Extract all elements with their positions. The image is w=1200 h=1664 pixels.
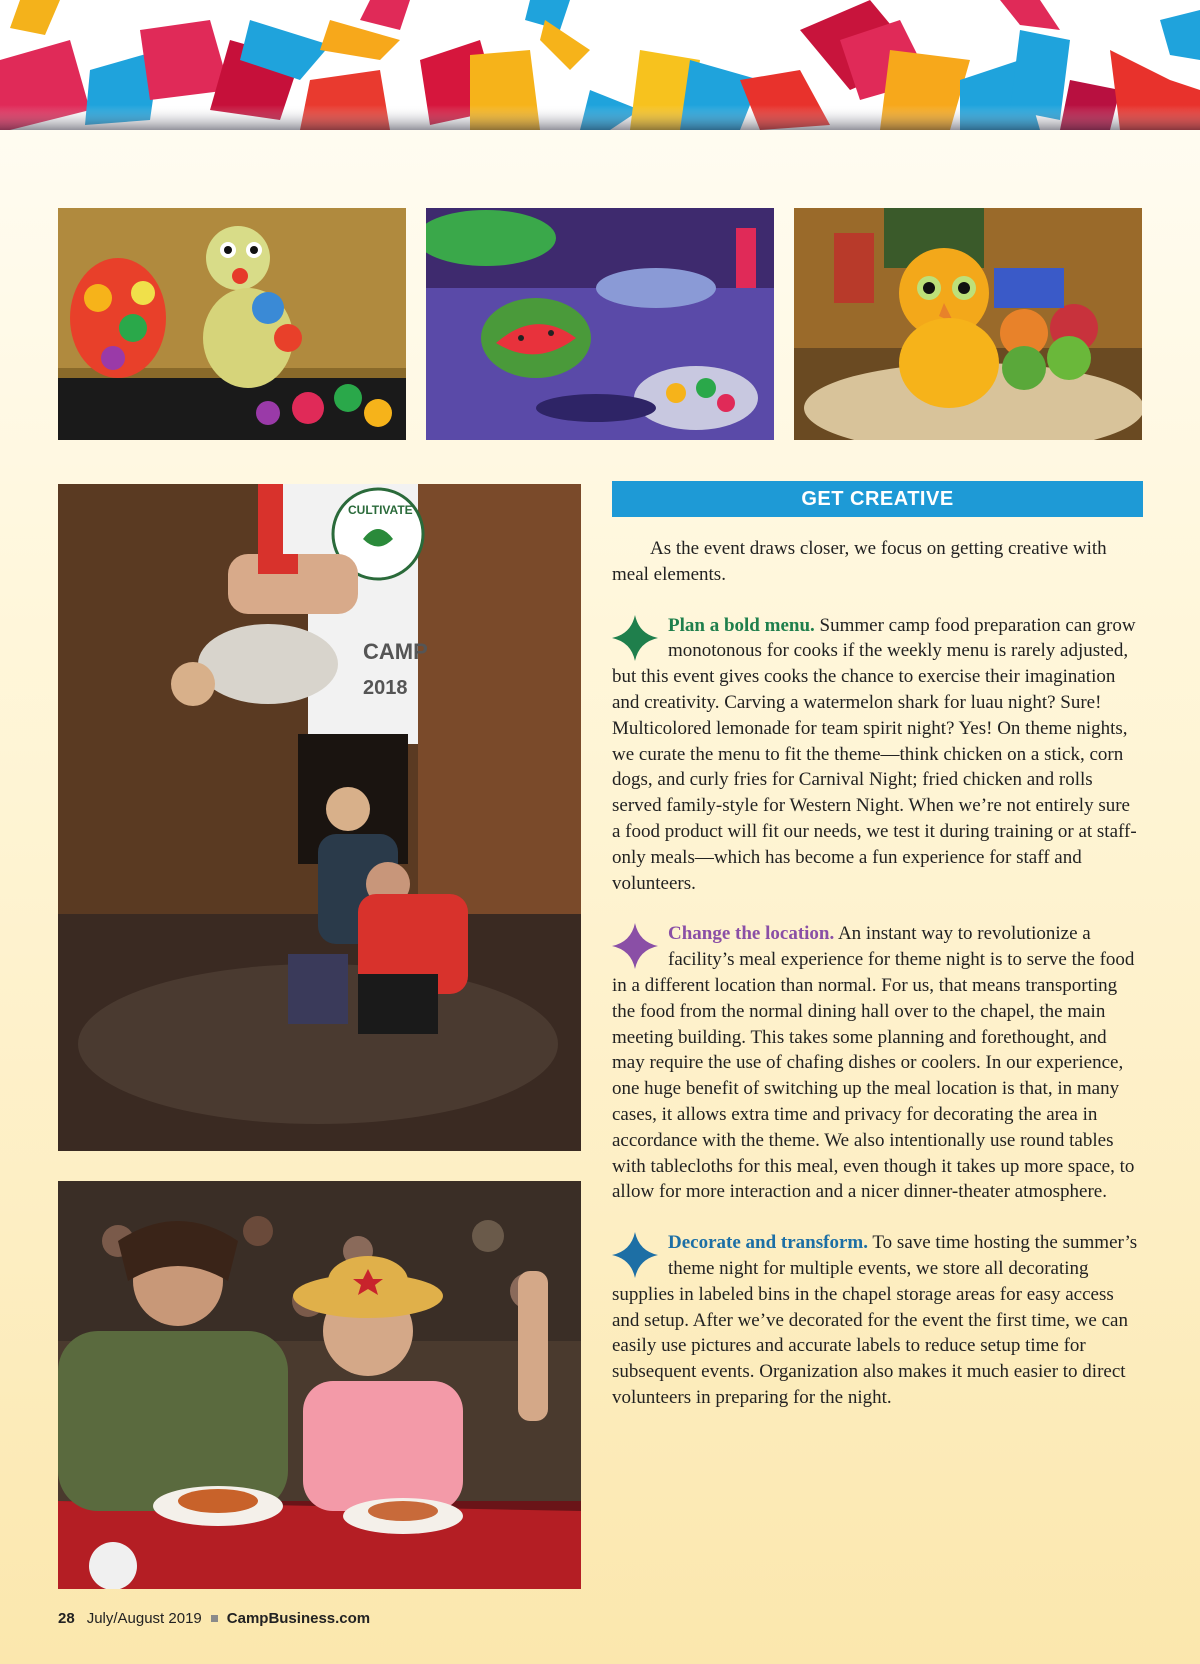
tip-paragraph — [612, 921, 1143, 1205]
photo-fruit-sculptures — [58, 208, 406, 440]
article-body — [612, 536, 1143, 1436]
tip-text: To save time hosting the summer’s theme night for multiple events, we store all decorating supplies in labeled bins in the chapel storage areas for easy access and setup. After we’ve decorated for the event the first time, we can easily use pictures and accurate labels to reduce setup time for subsequent events. Organization also makes it much easier to direct volunteers in preparing for the night. — [612, 1232, 1138, 1408]
tip-text: Summer camp food preparation can grow monotonous for cooks if the weekly menu is rarely adjusted, but this event gives cooks the chance to exercise their imagination and creativity. Carving a watermelon shark for luau night? Sure! Multicolored lemonade for team spirit night? Yes! On theme nights, we curate the menu to fit the theme—think chicken on a stick, corn dogs, and curly fries for Carnival Night; fried chicken and rolls served family-style for Western Night. When we’re not entirely sure a food product will fit our needs, we test it during training or at staff-only meals—which has become a fun experience for staff and volunteers. — [612, 614, 1137, 894]
watermelon-shark-buffet-icon — [426, 208, 774, 440]
flip-performance-icon — [58, 484, 581, 1151]
tip-lead: Decorate and transform. — [668, 1232, 868, 1254]
website-link[interactable]: CampBusiness.com — [226, 1610, 371, 1627]
photo-watermelon-shark — [426, 208, 774, 440]
tip-paragraph — [612, 1230, 1143, 1411]
tip-lead: Plan a bold menu. — [668, 614, 815, 636]
banner-sign-top: CULTIVATE — [348, 503, 413, 517]
tip-plan-bold-menu — [612, 613, 1143, 897]
confetti-banner — [0, 0, 1200, 130]
western-dinner-campers-icon — [58, 1181, 581, 1589]
page-footer — [58, 1610, 370, 1627]
tip-change-location — [612, 921, 1143, 1205]
section-header-bar: GET CREATIVE — [612, 481, 1143, 517]
photo-flip-performance — [58, 484, 581, 1151]
purple-sparkle-icon — [612, 923, 658, 969]
orange-owl-fruit-icon — [794, 208, 1142, 440]
blue-sparkle-icon — [612, 1232, 658, 1278]
tip-lead: Change the location. — [668, 923, 835, 945]
photo-orange-owl — [794, 208, 1142, 440]
tip-paragraph — [612, 613, 1143, 897]
banner-sign-bottom: 2018 — [363, 677, 408, 699]
tip-text: An instant way to revolutionize a facility’s meal experience for theme night is to serve the food in a different location than normal. For us, that means transporting the food from the normal dining hall over to the chapel, the main meeting building. This takes some planning and forethought, and may require the use of chafing dishes or coolers. In our experience, one huge benefit of switching up the meal location is that, in many cases, it allows extra time and privacy for decorating the area in accordance with the theme. We also intentionally use round tables with tablecloths for this meal, even though it takes up more space, to allow for more interaction and a nicer dinner-theater atmosphere. — [612, 923, 1135, 1203]
intro-paragraph: As the event draws closer, we focus on getting creative with meal elements. — [612, 538, 1107, 585]
photo-western-dinner — [58, 1181, 581, 1589]
tip-decorate-transform — [612, 1230, 1143, 1411]
banner-sign-mid: CAMP — [363, 639, 428, 664]
fruit-bear-sculpture-icon — [58, 208, 406, 440]
issue-date: July/August 2019 — [86, 1610, 202, 1627]
page-number: 28 — [58, 1610, 75, 1627]
green-sparkle-icon — [612, 615, 658, 661]
footer-separator — [211, 1615, 218, 1622]
